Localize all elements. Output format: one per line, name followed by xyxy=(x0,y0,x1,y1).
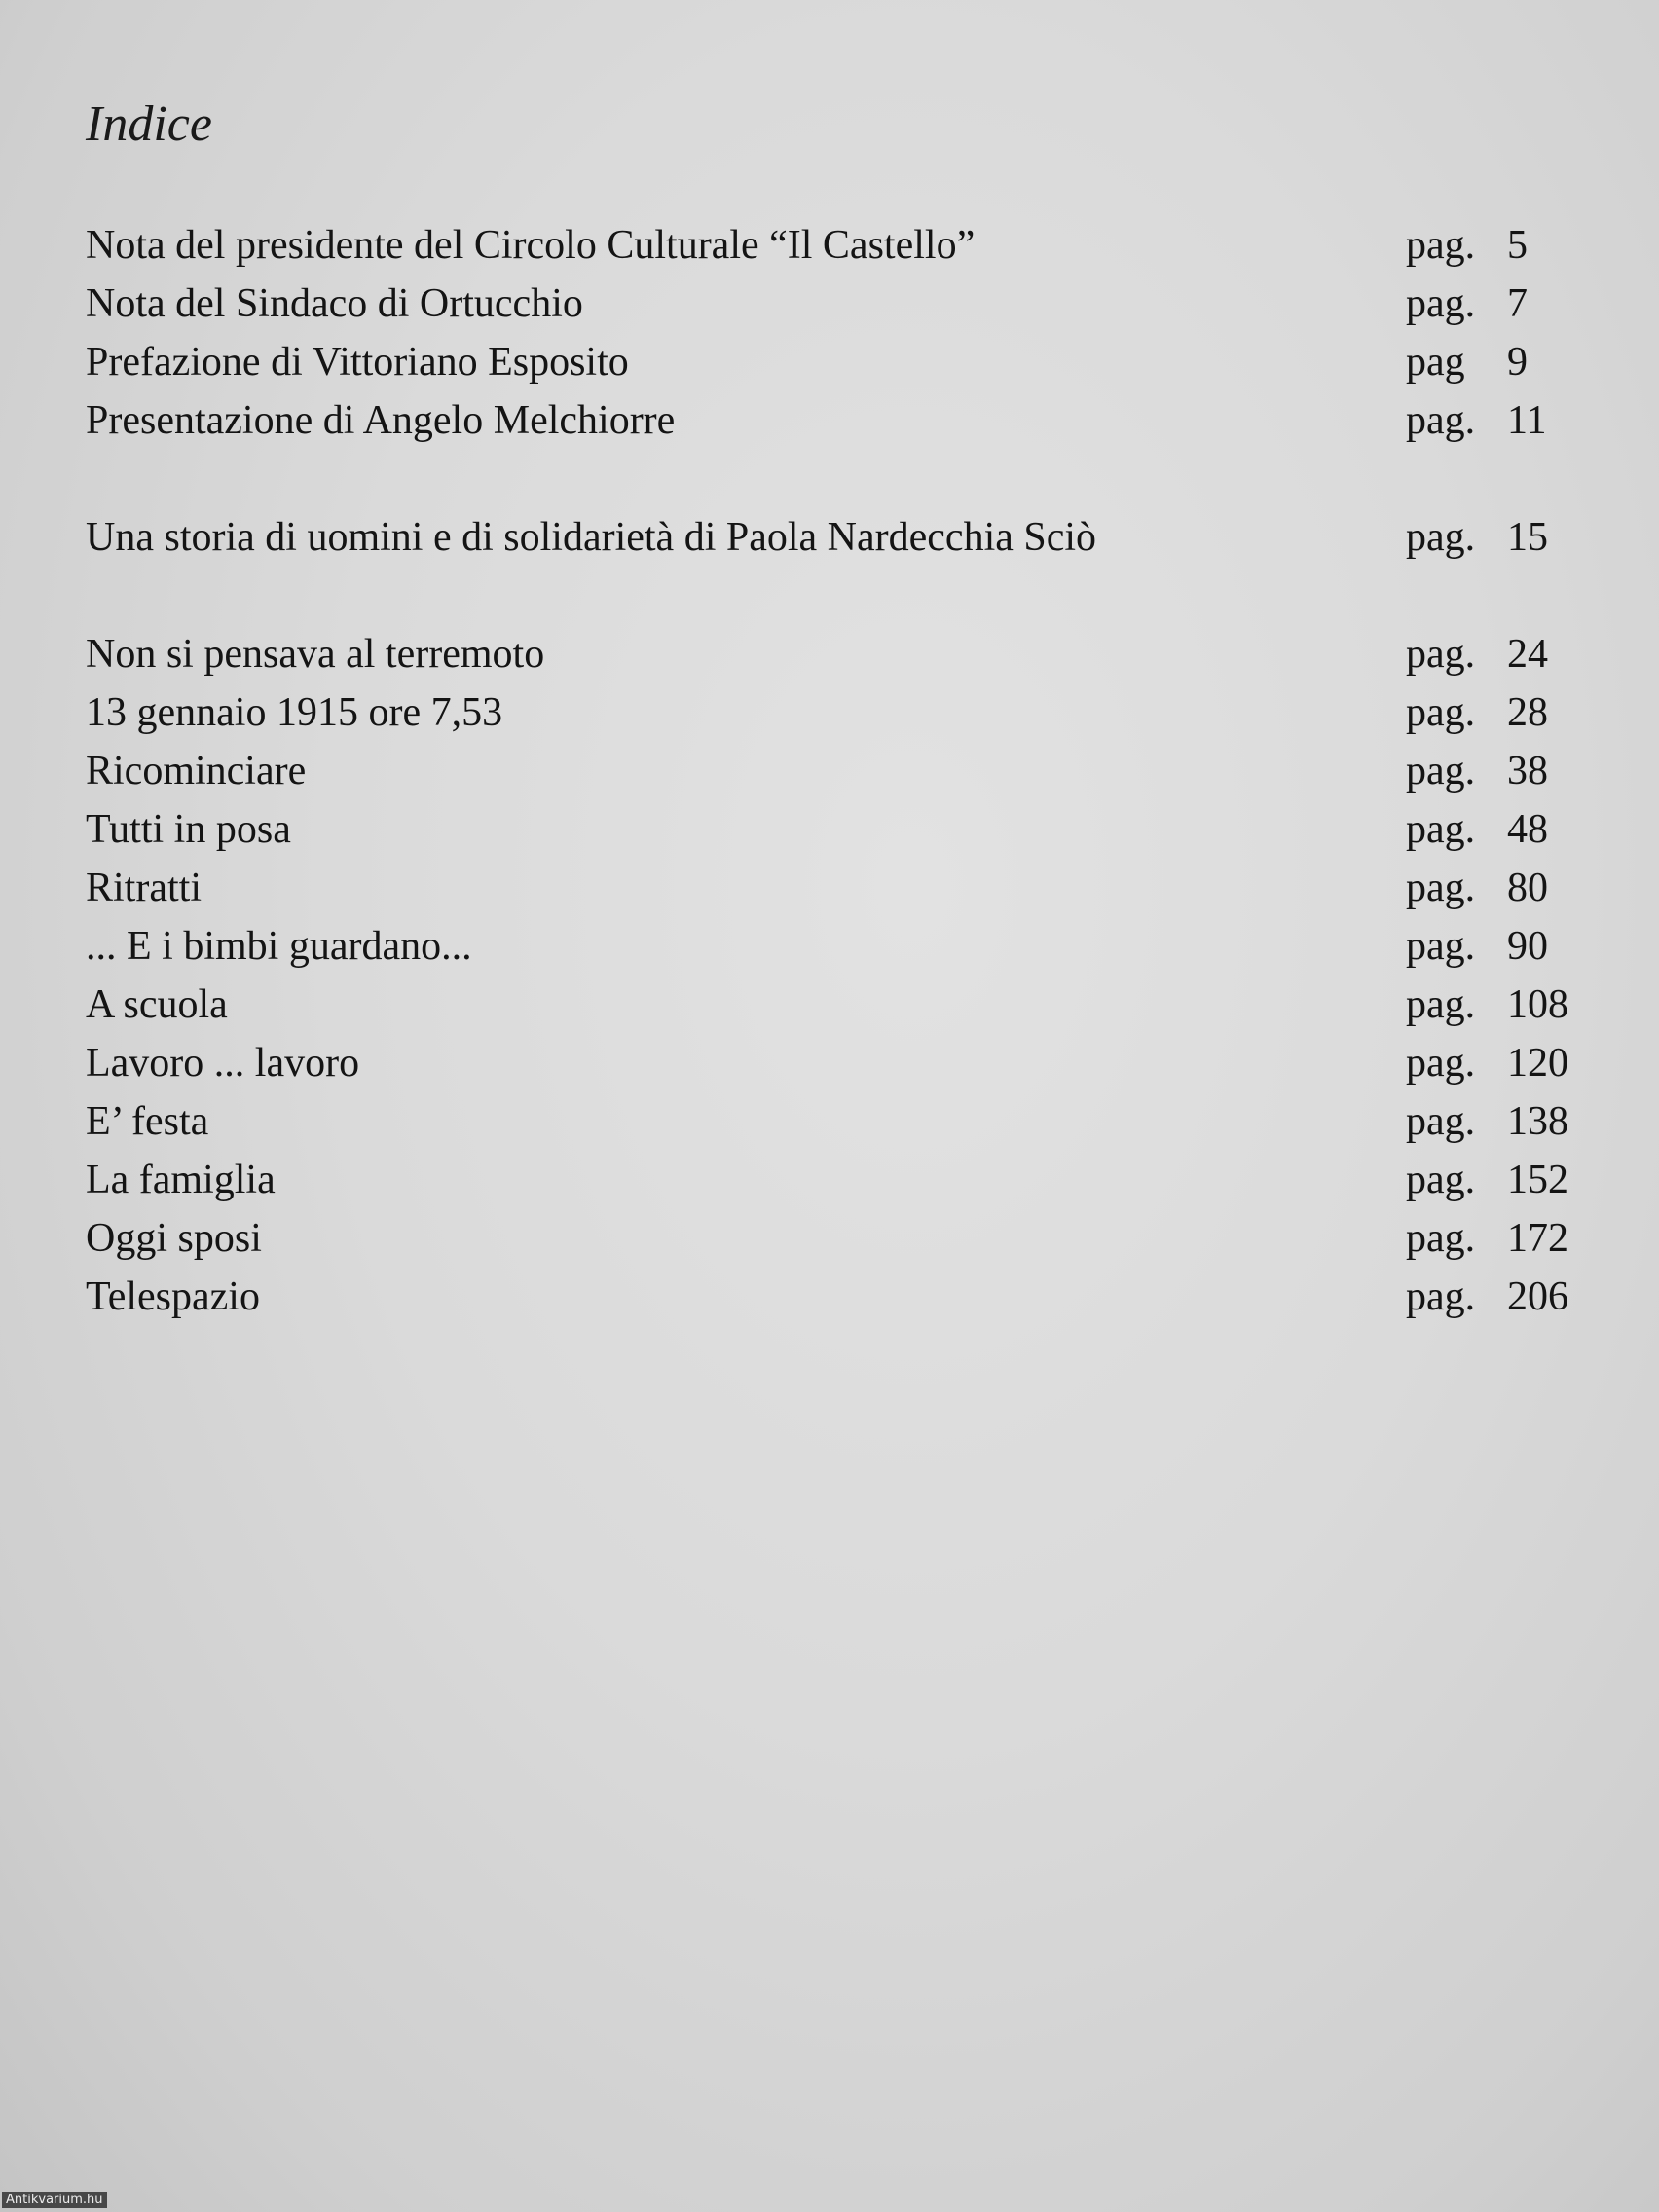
toc-entry xyxy=(86,976,1585,1034)
toc-entry-title: Ritratti xyxy=(86,866,202,910)
toc-entry-pag-label: pag. xyxy=(1406,1041,1476,1086)
toc-entry xyxy=(86,917,1585,976)
toc-entry-page-number: 5 xyxy=(1507,223,1528,268)
toc-entry-pag-label: pag. xyxy=(1406,1099,1476,1144)
toc-entry-pag-label: pag. xyxy=(1406,281,1476,326)
toc-entry-pag-label: pag. xyxy=(1406,982,1476,1027)
toc-entry xyxy=(86,625,1585,683)
toc-entry-title: Tutti in posa xyxy=(86,807,291,852)
toc-entry-page-number: 152 xyxy=(1507,1158,1568,1202)
toc-entry xyxy=(86,859,1585,917)
toc-entry-title: Nota del presidente del Circolo Culturale “Il Castello” xyxy=(86,223,976,268)
toc-entry-pag-label: pag. xyxy=(1406,1158,1476,1202)
toc-entry-title: Oggi sposi xyxy=(86,1216,262,1261)
toc-entry-page-number: 24 xyxy=(1507,632,1548,677)
toc-entry-pag-label: pag. xyxy=(1406,807,1476,852)
toc-entry-pag-label: pag. xyxy=(1406,1216,1476,1261)
toc-entry xyxy=(86,1209,1585,1268)
toc-entry-title: A scuola xyxy=(86,982,228,1027)
toc-entry xyxy=(86,1268,1585,1326)
watermark: Antikvarium.hu xyxy=(2,2192,107,2208)
toc-entry-pag-label: pag. xyxy=(1406,924,1476,969)
toc-entry-page-number: 120 xyxy=(1507,1041,1568,1086)
toc-entry-page-number: 38 xyxy=(1507,749,1548,793)
toc-entry-pag-label: pag. xyxy=(1406,690,1476,735)
toc-entry-title: E’ festa xyxy=(86,1099,209,1144)
toc-entry xyxy=(86,333,1585,391)
toc-entry-title: Lavoro ... lavoro xyxy=(86,1041,360,1086)
toc-entry-pag-label: pag. xyxy=(1406,398,1476,443)
toc-entry-title: Non si pensava al terremoto xyxy=(86,632,545,677)
toc-entry-title: ... E i bimbi guardano... xyxy=(86,924,472,969)
toc-entry-page-number: 28 xyxy=(1507,690,1548,735)
toc-entry xyxy=(86,742,1585,800)
toc-entry-title: Prefazione di Vittoriano Esposito xyxy=(86,340,629,385)
toc-entry-pag-label: pag. xyxy=(1406,632,1476,677)
toc-entry-title: Presentazione di Angelo Melchiorre xyxy=(86,398,676,443)
toc-entry xyxy=(86,391,1585,450)
toc-entry-page-number: 138 xyxy=(1507,1099,1568,1144)
toc-entry-page-number: 108 xyxy=(1507,982,1568,1027)
toc-entry-page-number: 15 xyxy=(1507,515,1548,560)
toc-entry xyxy=(86,216,1585,275)
toc-entry-title: La famiglia xyxy=(86,1158,276,1202)
toc-entry-page-number: 80 xyxy=(1507,866,1548,910)
toc-entry-pag-label: pag. xyxy=(1406,866,1476,910)
toc-entry-pag-label: pag. xyxy=(1406,1274,1476,1319)
toc-entry xyxy=(86,275,1585,333)
toc-entry xyxy=(86,683,1585,742)
toc-entry-page-number: 11 xyxy=(1507,398,1547,443)
toc-entry xyxy=(86,1034,1585,1092)
toc-entry-page-number: 48 xyxy=(1507,807,1548,852)
toc-entry xyxy=(86,800,1585,859)
toc-entry-pag-label: pag. xyxy=(1406,515,1476,560)
toc-entry-title: 13 gennaio 1915 ore 7,53 xyxy=(86,690,503,735)
toc-entry xyxy=(86,508,1585,567)
toc-entry-page-number: 90 xyxy=(1507,924,1548,969)
toc-entry-page-number: 206 xyxy=(1507,1274,1568,1319)
toc-entry-pag-label: pag. xyxy=(1406,223,1476,268)
toc-entry-page-number: 9 xyxy=(1507,340,1528,385)
toc-entry-pag-label: pag. xyxy=(1406,749,1476,793)
toc-entry-pag-label: pag xyxy=(1406,340,1465,385)
toc-entry-title: Ricominciare xyxy=(86,749,307,793)
toc-entry xyxy=(86,1092,1585,1151)
toc-entry-title: Nota del Sindaco di Ortucchio xyxy=(86,281,583,326)
toc-entry-page-number: 7 xyxy=(1507,281,1528,326)
toc-entry xyxy=(86,1151,1585,1209)
toc-entry-title: Una storia di uomini e di solidarietà di Paola Nardecchia Sciò xyxy=(86,515,1097,560)
toc-entry-page-number: 172 xyxy=(1507,1216,1568,1261)
toc-entry-title: Telespazio xyxy=(86,1274,260,1319)
page-title: Indice xyxy=(86,96,212,152)
